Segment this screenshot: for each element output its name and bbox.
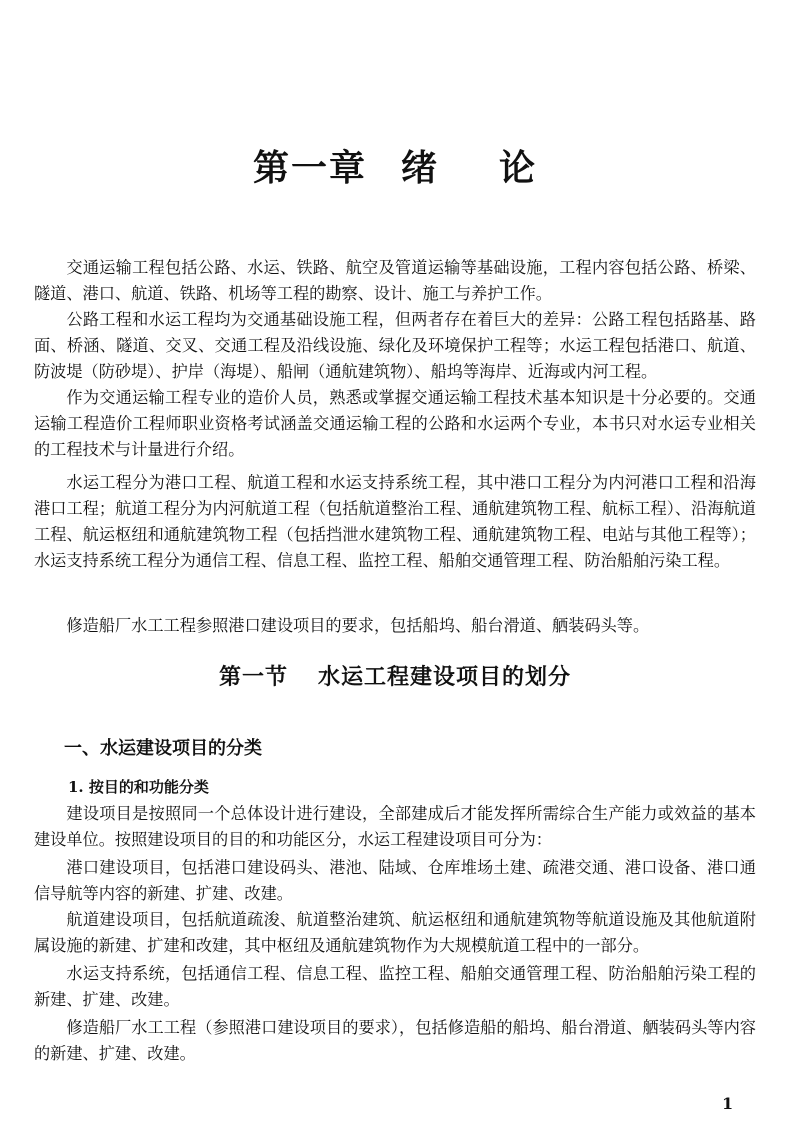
chapter-word-2: 论	[499, 148, 538, 189]
chapter-number: 第一章	[252, 148, 367, 189]
intro-paragraph: 交通运输工程包括公路、水运、铁路、航空及管道运输等基础设施，工程内容包括公路、桥梁、隧道、港口、航道、铁路、机场等工程的勘察、设计、施工与养护工作。	[34, 258, 756, 303]
body-paragraph: 建设项目是按照同一个总体设计进行建设，全部建成后才能发挥所需综合生产能力或效益的基本建设单位。按照建设项目的目的和功能区分，水运工程建设项目可分为：	[34, 804, 756, 849]
section-name: 水运工程建设项目的划分	[318, 665, 572, 690]
body-paragraph: 航道建设项目，包括航道疏浚、航道整治建筑、航运枢纽和通航建筑物等航道设施及其他航道附属设施的新建、扩建和改建，其中枢纽及通航建筑物作为大规模航道工程中的一部分。	[34, 910, 756, 955]
section-number: 第一节	[218, 665, 288, 690]
section-title	[0, 660, 790, 691]
page-number: 1	[722, 1094, 734, 1113]
intro-paragraph: 公路工程和水运工程均为交通基础设施工程，但两者存在着巨大的差异：公路工程包括路基、路面、桥涵、隧道、交叉、交通工程及沿线设施、绿化及环境保护工程等；水运工程包括港口、航道、防波堤（防砂堤）、护岸（海堤）、船闸（通航建筑物）、船坞等海岸、近海或内河工程。	[34, 310, 756, 381]
chapter-word-1: 绪	[400, 148, 439, 189]
body-paragraph: 水运支持系统，包括通信工程、信息工程、监控工程、船舶交通管理工程、防治船舶污染工程的新建、扩建、改建。	[34, 964, 756, 1009]
intro-paragraph: 水运工程分为港口工程、航道工程和水运支持系统工程，其中港口工程分为内河港口工程和沿海港口工程；航道工程分为内河航道工程（包括航道整治工程、通航建筑物工程、航标工程）、沿海航道工程、航运枢纽和通航建筑物工程（包括挡泄水建筑物工程、通航建筑物工程、电站与其他工程等）；水运支持系统工程分为通信工程、信息工程、监控工程、船舶交通管理工程、防治船舶污染工程。	[34, 473, 756, 570]
intro-paragraph: 作为交通运输工程专业的造价人员，熟悉或掌握交通运输工程技术基本知识是十分必要的。交通运输工程造价工程师职业资格考试涵盖交通运输工程的公路和水运两个专业，本书只对水运专业相关的工程技术与计量进行介绍。	[34, 388, 756, 459]
body-paragraph: 港口建设项目，包括港口建设码头、港池、陆域、仓库堆场土建、疏港交通、港口设备、港口通信导航等内容的新建、扩建、改建。	[34, 858, 756, 903]
chapter-title	[0, 140, 790, 191]
sub-subheading: 1. 按目的和功能分类	[68, 778, 209, 796]
intro-paragraph: 修造船厂水工工程参照港口建设项目的要求，包括船坞、船台滑道、舾装码头等。	[66, 616, 650, 635]
body-paragraph: 修造船厂水工工程（参照港口建设项目的要求），包括修造船的船坞、船台滑道、舾装码头等内容的新建、扩建、改建。	[34, 1018, 756, 1063]
subheading: 一、水运建设项目的分类	[64, 738, 262, 759]
